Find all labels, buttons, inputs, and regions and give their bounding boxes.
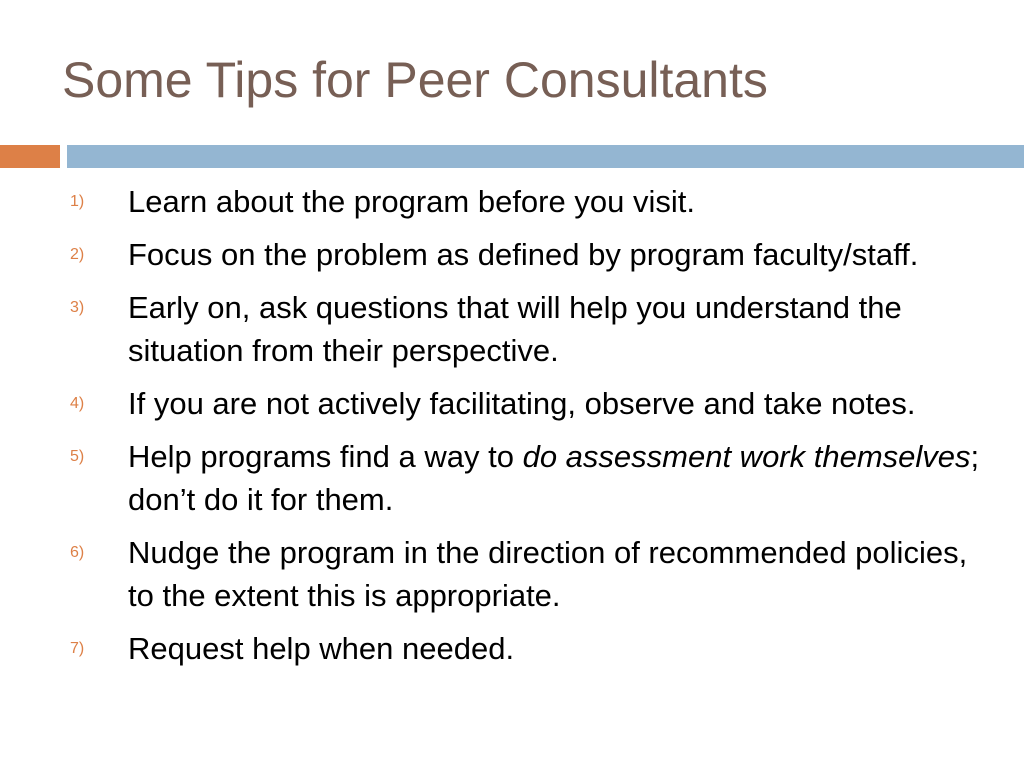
tip-item (0, 233, 1024, 276)
tip-item (0, 531, 1024, 617)
tip-text: Early on, ask questions that will help you understand the situation from their perspective. (128, 290, 902, 368)
tip-text: Learn about the program before you visit. (128, 184, 695, 219)
tip-number: 5) (70, 448, 85, 465)
tip-text: Request help when needed. (128, 631, 515, 666)
tip-text-after: ; don’t do it for them. (128, 439, 980, 517)
title-accent-bar (0, 145, 60, 168)
tip-number: 2) (70, 246, 85, 263)
tip-item (0, 382, 1024, 425)
tip-text: If you are not actively facilitating, observe and take notes. (128, 386, 916, 421)
tip-item (0, 286, 1024, 372)
tip-item (0, 435, 1024, 521)
slide-title: Some Tips for Peer Consultants (62, 52, 768, 108)
tip-item (0, 627, 1024, 670)
tip-text (128, 439, 979, 517)
tip-text-before: Help programs find a way to (128, 439, 523, 474)
tip-text: Nudge the program in the direction of recommended policies, to the extent this is appropriate. (128, 535, 968, 613)
tip-number: 3) (70, 299, 85, 316)
tip-text: Focus on the problem as defined by program faculty/staff. (128, 237, 919, 272)
title-divider-bar (67, 145, 1024, 168)
tip-number: 7) (70, 640, 85, 657)
tip-item (0, 180, 1024, 223)
tip-number: 6) (70, 544, 85, 561)
tip-number: 4) (70, 395, 85, 412)
tips-list (0, 180, 1024, 680)
tip-number: 1) (70, 193, 85, 210)
tip-text-emphasis: do assessment work themselves (522, 439, 971, 474)
